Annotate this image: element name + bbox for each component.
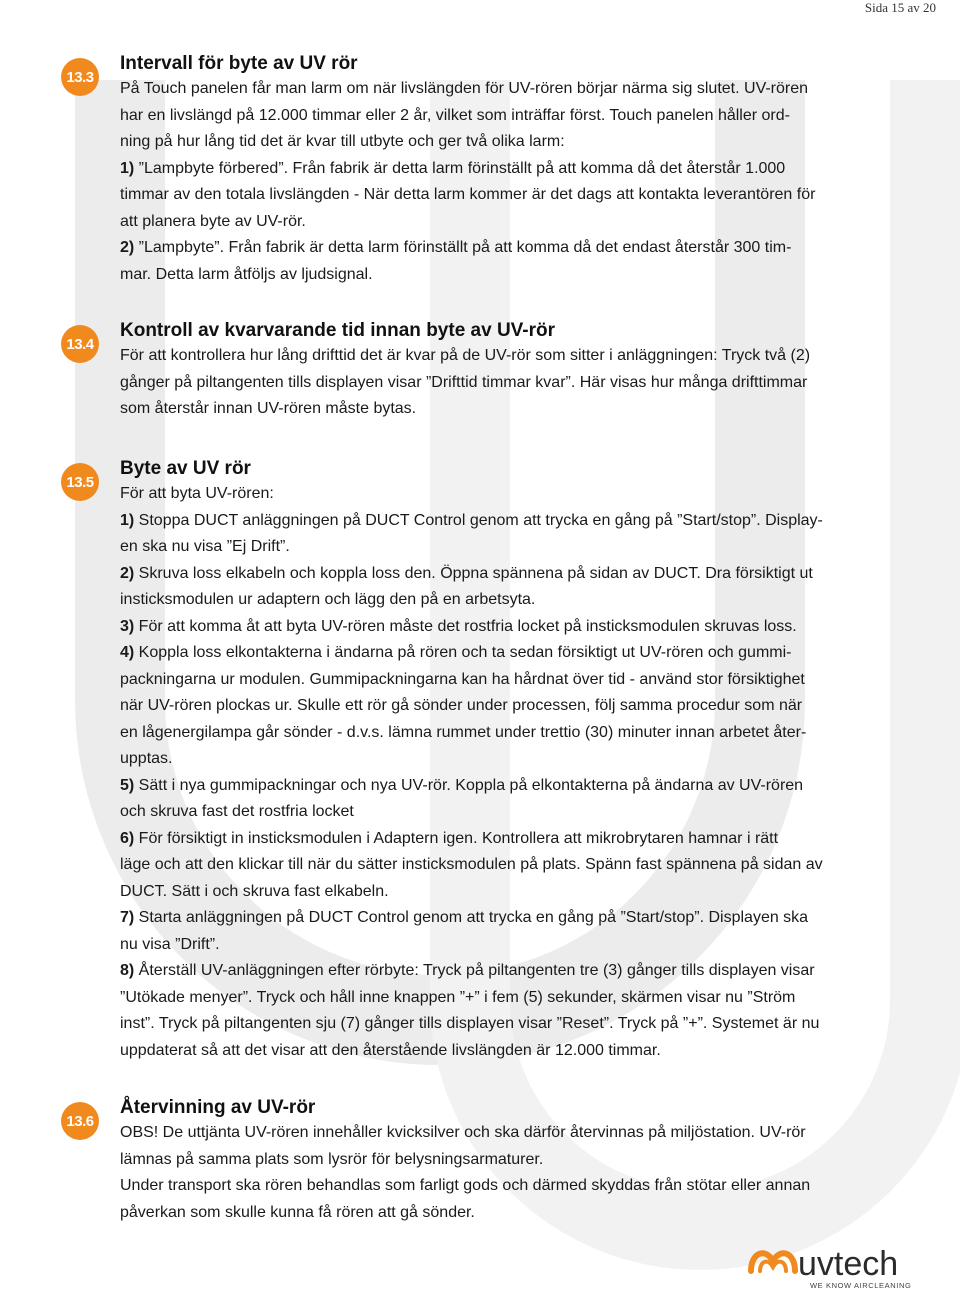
section-number-badge: 13.5	[61, 463, 99, 501]
text-line: lämnas på samma plats som lysrör för belysningsarmaturer.	[120, 1150, 544, 1168]
step-number: 2)	[120, 239, 135, 256]
step-number: 4)	[120, 644, 135, 661]
step-number: 6)	[120, 829, 135, 847]
logo-wave-icon	[751, 1253, 795, 1271]
text-line: en lågenergilampa går sönder - d.v.s. lämna rummet under trettio (30) minuter innan arbetet åter-	[120, 723, 807, 741]
text-line: när UV-rören plockas ur. Skulle ett rör gå sönder under processen, följ samma procedur som när	[120, 697, 803, 714]
section-number-badge: 13.3	[61, 58, 99, 96]
section-content	[120, 52, 920, 288]
text-line: 3) För att komma åt att byta UV-rören måste det rostfria locket på insticksmodulen skruvas loss.	[120, 617, 797, 635]
section-content	[120, 1096, 920, 1226]
section-title: Byte av UV rör	[120, 458, 251, 479]
text-line: För att byta UV-rören:	[120, 485, 274, 502]
uvtech-logo	[748, 1237, 928, 1291]
text-line: ning på hur lång tid det är kvar till utbyte och ger två olika larm:	[120, 133, 565, 150]
step-number: 3)	[120, 617, 135, 635]
text-line: upptas.	[120, 750, 173, 767]
text-line: DUCT. Sätt i och skruva fast elkabeln.	[120, 882, 389, 900]
text-line: som återstår innan UV-rören måste bytas.	[120, 400, 417, 417]
step-number: 7)	[120, 909, 135, 926]
text-line: och skruva fast det rostfria locket	[120, 803, 354, 820]
section-title: Återvinning av UV-rör	[120, 1097, 316, 1118]
text-line: inst”. Tryck på piltangenten sju (7) gånger tills displayen visar ”Reset”. Tryck på ”+”. Systemet är nu	[120, 1015, 820, 1032]
section-number-badge: 13.6	[61, 1102, 99, 1140]
text-line: mar. Detta larm åtföljs av ljudsignal.	[120, 265, 373, 283]
text-line: har en livslängd på 12.000 timmar eller 2 år, vilket som inträffar först. Touch panelen håller ord-	[120, 106, 790, 124]
section-content	[120, 319, 920, 423]
text-line: insticksmodulen ur adaptern och lägg den på en arbetsyta.	[120, 591, 536, 608]
step-number: 1)	[120, 511, 135, 529]
text-line: packningarna ur modulen. Gummipackningarna kan ha hårdnat över tid - använd stor försiktighet	[120, 670, 805, 688]
text-line: läge och att den klickar till när du sätter insticksmodulen på plats. Spänn fast spännena på sidan av	[120, 856, 823, 873]
text-line: 6) För försiktigt in insticksmodulen i Adaptern igen. Kontrollera att mikrobrytaren hamnar i rätt	[120, 829, 779, 847]
text-line: Under transport ska rören behandlas som farligt gods och därmed skyddas från stötar eller annan	[120, 1177, 811, 1194]
step-number: 8)	[120, 962, 135, 979]
text-line: 1) ”Lampbyte förbered”. Från fabrik är detta larm förinställt på att komma då det återstår 1.000	[120, 159, 786, 177]
text-line: ”Utökade menyer”. Tryck och håll inne knappen ”+” i fem (5) sekunder, skärmen visar nu ”Ström	[120, 988, 796, 1006]
text-line: nu visa ”Drift”.	[120, 935, 220, 953]
step-number: 5)	[120, 776, 135, 794]
logo-tagline: WE KNOW AIRCLEANING	[810, 1281, 912, 1290]
step-number: 1)	[120, 159, 135, 177]
text-line: OBS! De uttjänta UV-rören innehåller kvicksilver och ska därför återvinnas på miljöstation. UV-rör	[120, 1124, 806, 1141]
text-line: 1) Stoppa DUCT anläggningen på DUCT Control genom att trycka en gång på ”Start/stop”. Display-	[120, 511, 823, 529]
text-line: en ska nu visa ”Ej Drift”.	[120, 538, 290, 555]
section-content	[120, 457, 920, 1064]
section-number-badge: 13.4	[61, 325, 99, 363]
text-line: 2) ”Lampbyte”. Från fabrik är detta larm förinställt på att komma då det endast återstår 300 tim-	[120, 239, 792, 256]
step-number: 2)	[120, 564, 135, 582]
text-line: 7) Starta anläggningen på DUCT Control genom att trycka en gång på ”Start/stop”. Displayen ska	[120, 909, 809, 926]
text-line: På Touch panelen får man larm om när livslängden för UV-rören börjar närma sig slutet. UV-rören	[120, 80, 809, 97]
text-line: 5) Sätt i nya gummipackningar och nya UV-rör. Koppla på elkontakterna på ändarna av UV-rören	[120, 776, 804, 794]
logo-wordmark: uvtech	[798, 1245, 899, 1283]
text-line: att planera byte av UV-rör.	[120, 212, 306, 230]
text-line: För att kontrollera hur lång drifttid det är kvar på de UV-rör som sitter i anläggningen: Tryck två (2)	[120, 347, 811, 364]
text-line: 8) Återställ UV-anläggningen efter rörbyte: Tryck på piltangenten tre (3) gånger tills displayen visar	[120, 962, 815, 979]
text-line: 4) Koppla loss elkontakterna i ändarna på rören och ta sedan försiktigt ut UV-rören och gummi-	[120, 644, 792, 661]
text-line: påverkan som skulle kunna få rören att gå sönder.	[120, 1203, 475, 1221]
text-line: uppdaterat så att det visar att den återstående livslängden är 12.000 timmar.	[120, 1041, 661, 1059]
section-title: Intervall för byte av UV rör	[120, 53, 358, 74]
text-line: gånger på piltangenten tills displayen visar ”Drifttid timmar kvar”. Här visas hur många drifttimmar	[120, 373, 808, 391]
text-line: 2) Skruva loss elkabeln och koppla loss den. Öppna spännena på sidan av DUCT. Dra försiktigt ut	[120, 564, 813, 582]
page-number: Sida 15 av 20	[864, 0, 936, 15]
text-line: timmar av den totala livslängden - När detta larm kommer är det dags att kontakta leverantören för	[120, 186, 816, 203]
section-title: Kontroll av kvarvarande tid innan byte av UV-rör	[120, 320, 556, 341]
